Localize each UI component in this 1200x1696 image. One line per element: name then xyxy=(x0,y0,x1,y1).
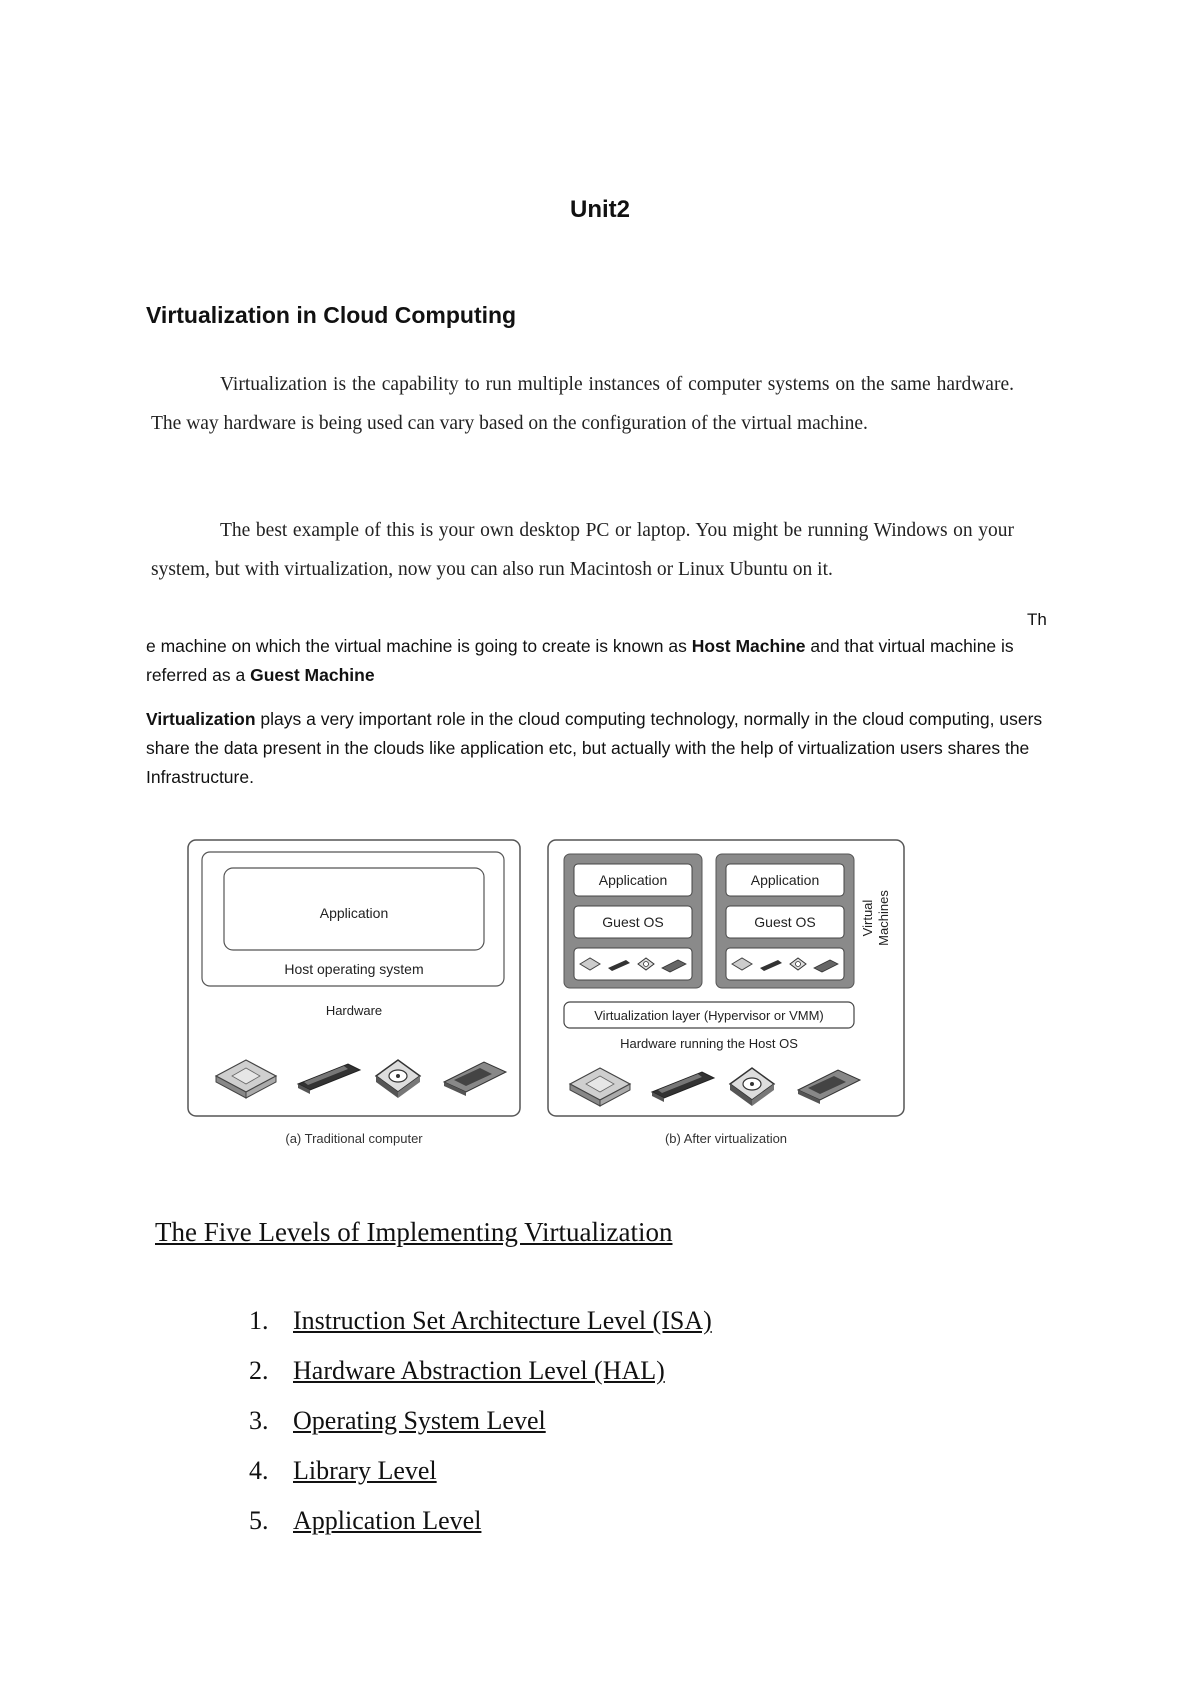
list-item-text: Library Level xyxy=(293,1456,437,1485)
vm2-application-label: Application xyxy=(750,872,820,888)
guest-machine-term: Guest Machine xyxy=(250,665,375,685)
list-item-number: 4. xyxy=(249,1456,269,1485)
virtualization-term: Virtualization xyxy=(146,709,256,729)
paragraph-role-text: plays a very important role in the cloud computing technology, normally in the cloud computing, users share the data present in the clouds like application etc, but actually with the help of virtualization users shares the Infrastructure. xyxy=(146,709,1043,787)
virtualized-caption: (b) After virtualization xyxy=(664,1131,788,1146)
section-heading: Virtualization in Cloud Computing xyxy=(146,302,517,328)
list-item-number: 3. xyxy=(249,1406,269,1435)
list-item xyxy=(249,1346,712,1396)
paragraph-host-guest xyxy=(146,632,1066,690)
paragraph-example xyxy=(151,511,1014,589)
unit-title: Unit2 xyxy=(570,196,630,223)
vm2-guest-os-label: Guest OS xyxy=(754,914,816,930)
vm1-application-label: Application xyxy=(598,872,668,888)
list-item-text: Application Level xyxy=(293,1506,482,1535)
virtualization-diagram xyxy=(186,838,916,1158)
levels-heading: The Five Levels of Implementing Virtualization xyxy=(155,1217,673,1247)
list-item xyxy=(249,1396,712,1446)
list-item-number: 5. xyxy=(249,1506,269,1535)
host-os-label: Host operating system xyxy=(284,961,424,977)
list-item xyxy=(249,1496,712,1546)
paragraph-definition xyxy=(151,365,1014,443)
paragraph-role xyxy=(146,705,1066,792)
list-item xyxy=(249,1446,712,1496)
list-item xyxy=(249,1296,712,1346)
hardware-host-os-label: Hardware running the Host OS xyxy=(620,1036,798,1051)
virtualized-computer-panel xyxy=(548,840,904,1116)
host-guest-text-1: e machine on which the virtual machine is going to create is known as xyxy=(146,636,692,656)
virtual-label: Virtual xyxy=(860,899,875,937)
traditional-caption: (a) Traditional computer xyxy=(285,1131,423,1146)
list-item-number: 2. xyxy=(249,1356,269,1385)
paragraph-definition-text: Virtualization is the capability to run multiple instances of computer systems on the same hardware. The way hardware is being used can vary based on the configuration of the virtual machine. xyxy=(151,374,1014,434)
machines-label: Machines xyxy=(876,890,891,946)
vm1-guest-os-label: Guest OS xyxy=(602,914,664,930)
host-machine-term: Host Machine xyxy=(691,636,806,656)
paragraph-example-text: The best example of this is your own desktop PC or laptop. You might be running Windows on your system, but with virtualization, now you can also run Macintosh or Linux Ubuntu on it. xyxy=(151,520,1014,580)
traditional-computer-panel xyxy=(188,840,520,1116)
virtualization-layer-label: Virtualization layer (Hypervisor or VMM) xyxy=(594,1008,824,1023)
text-fragment: Th xyxy=(1027,610,1047,629)
hardware-label: Hardware xyxy=(325,1003,383,1018)
list-item-number: 1. xyxy=(249,1306,269,1335)
list-item-text: Operating System Level xyxy=(293,1406,546,1435)
list-item-text: Instruction Set Architecture Level (ISA) xyxy=(293,1306,712,1335)
levels-list xyxy=(249,1296,712,1546)
list-item-text: Hardware Abstraction Level (HAL) xyxy=(293,1356,665,1385)
traditional-application-label: Application xyxy=(319,905,389,921)
host-guest-text-2: and that virtual machine is referred as a xyxy=(146,636,1014,685)
